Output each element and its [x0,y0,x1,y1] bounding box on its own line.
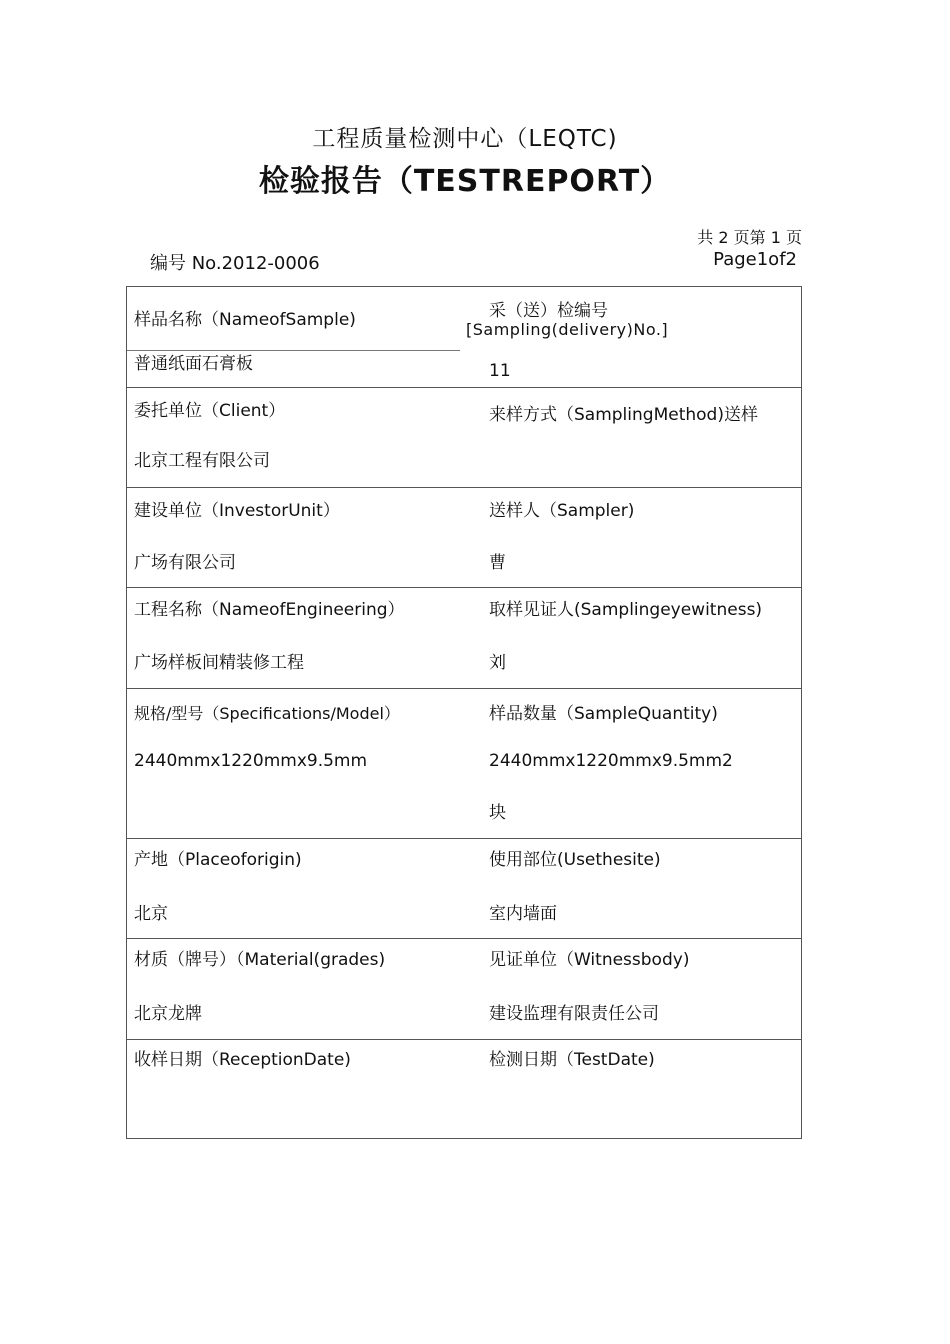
page-count-cn: 共 2 页第 1 页 [697,228,802,247]
witness-body-value: 建设监理有限责任公司 [489,1004,659,1024]
use-site-value: 室内墙面 [489,904,557,924]
sampler-label: 送样人（Sampler) [489,501,635,521]
material-label: 材质（牌号）（Material(grades) [134,950,386,970]
sampling-witness-value: 刘 [489,653,506,673]
report-title: 工程质量检测中心（LEQTC) [312,126,618,152]
sampling-method-label: 来样方式（SamplingMethod)送样 [489,405,758,425]
investor-unit-value: 广场有限公司 [134,553,236,573]
form-row-origin [127,839,801,939]
witness-body-label: 见证单位（Witnessbody) [489,950,690,970]
row-divider [127,350,460,351]
client-label: 委托单位（Client） [134,401,286,421]
form-row-investor [127,488,801,588]
investor-unit-label: 建设单位（InvestorUnit） [134,501,340,521]
place-of-origin-label: 产地（Placeoforigin) [134,850,302,870]
sampling-number-label-en: [Sampling(delivery)No.] [466,320,669,339]
sample-name-label: 样品名称（NameofSample) [134,310,356,330]
client-value: 北京工程有限公司 [134,451,270,471]
test-date-label: 检测日期（TestDate) [489,1050,655,1070]
place-of-origin-value: 北京 [134,904,168,924]
form-row-material [127,939,801,1040]
document-number: 编号 No.2012-0006 [150,253,320,274]
sample-name-value: 普通纸面石膏板 [134,354,253,374]
sample-quantity-unit: 块 [489,803,506,823]
sampling-number-label-cn: 采（送）检编号 [489,301,608,321]
page-count-en: Page1of2 [713,249,797,270]
sampler-value: 曹 [489,553,506,573]
use-site-label: 使用部位(Usethesite) [489,850,661,870]
engineering-name-label: 工程名称（NameofEngineering） [134,600,405,620]
sampling-witness-label: 取样见证人(Samplingeyewitness) [489,600,763,620]
form-row-sample-name [127,287,801,388]
report-subtitle: 检验报告（TESTREPORT） [258,164,672,199]
form-row-client [127,388,801,488]
reception-date-label: 收样日期（ReceptionDate) [134,1050,351,1070]
sample-quantity-value: 2440mmx1220mmx9.5mm2 [489,751,733,771]
sample-quantity-label: 样品数量（SampleQuantity) [489,704,718,724]
form-row-dates [127,1040,801,1138]
report-form-table [126,286,802,1139]
material-value: 北京龙牌 [134,1004,202,1024]
sampling-number-value: 11 [489,361,511,381]
engineering-name-value: 广场样板间精装修工程 [134,653,304,673]
form-row-specifications [127,689,801,839]
form-row-engineering [127,588,801,689]
specifications-value: 2440mmx1220mmx9.5mm [134,751,368,771]
specifications-label: 规格/型号（Specifications/Model） [134,704,400,723]
